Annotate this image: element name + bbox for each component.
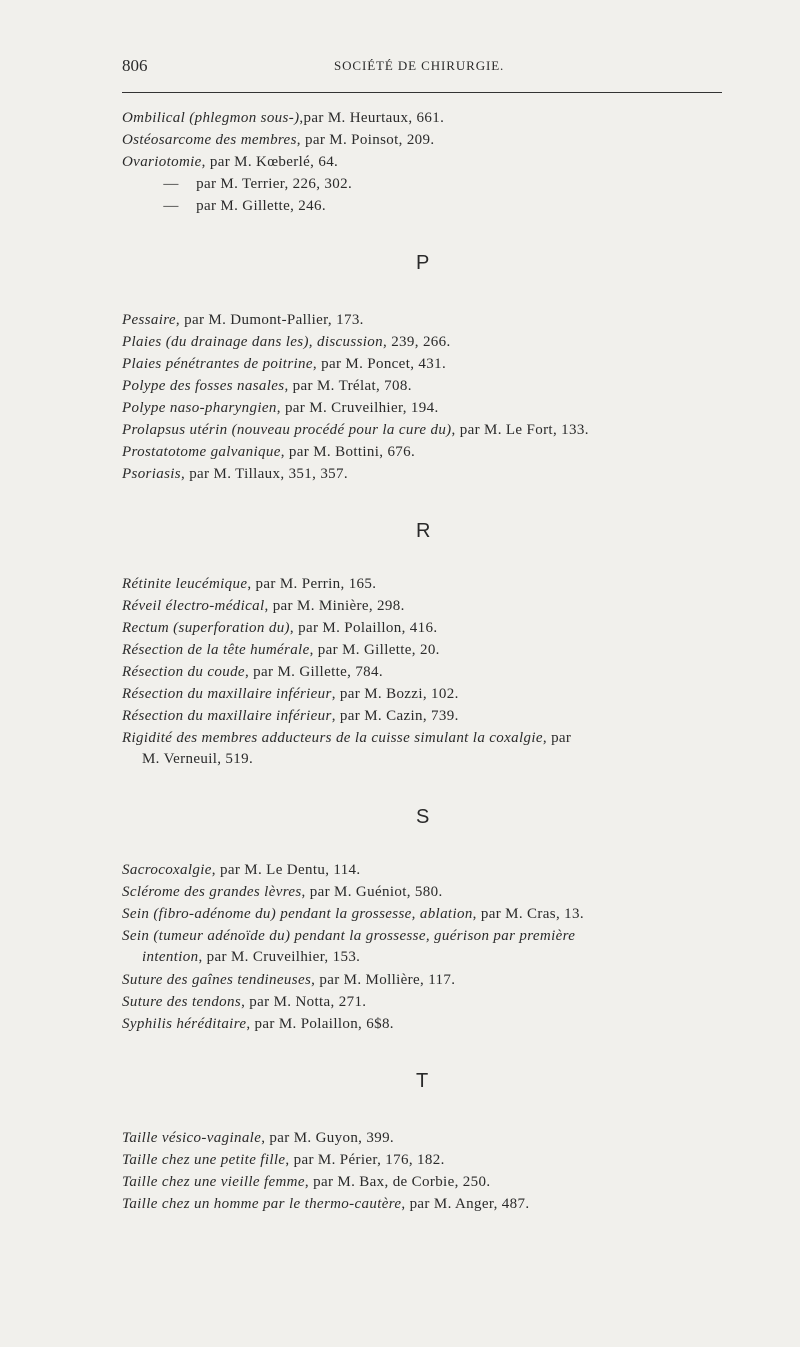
entry-ref: , par M. Cruveilhier, 153. <box>198 949 361 965</box>
index-entry <box>122 882 732 903</box>
entry-term: Prostatotome galvanique <box>122 444 281 460</box>
entry-term: Ostéosarcome des membres <box>122 132 297 148</box>
index-entry <box>122 926 734 968</box>
entry-term: Plaies pénétrantes de poitrine <box>122 356 313 372</box>
entry-ref: , par M. Guyon, 399. <box>261 1130 395 1146</box>
ditto-dash: — <box>163 176 179 192</box>
entry-term: Psoriasis <box>122 466 181 482</box>
entry-ref: , par M. Gillette, 20. <box>309 642 440 658</box>
section-letter-p: P <box>416 252 430 274</box>
index-entry <box>122 860 732 881</box>
entry-term: Pessaire <box>122 312 176 328</box>
index-entry <box>122 196 732 217</box>
entry-term: Prolapsus utérin (nouveau procédé pour la cure du) <box>122 422 452 438</box>
entry-term: Rigidité des membres adducteurs de la cuisse simulant la coxalgie <box>122 730 543 746</box>
entry-term: Taille chez un homme par le thermo-cautère <box>122 1196 402 1212</box>
index-entry <box>122 970 732 991</box>
entry-continuation: M. Verneuil, 519. <box>142 751 254 767</box>
entry-ref: , par M. Bozzi, 102. <box>331 686 459 702</box>
entry-ref: , par M. Polaillon, 416. <box>289 620 438 636</box>
index-entry <box>122 1172 732 1193</box>
entry-term: Sein (tumeur adénoïde du) pendant la grossesse, guérison par première <box>122 928 576 944</box>
index-entry <box>122 376 732 397</box>
entry-ref: , par M. Polaillon, 6$8. <box>246 1016 394 1032</box>
entry-term: Suture des gaînes tendineuses <box>122 972 312 988</box>
entry-ref: , par M. Gillette, 784. <box>244 664 383 680</box>
entry-term: Polype des fosses nasales <box>122 378 285 394</box>
entry-ref: , par M. Notta, 271. <box>241 994 367 1010</box>
entry-term: Polype naso-pharyngien <box>122 400 277 416</box>
index-entry <box>122 398 732 419</box>
entry-ref: , par M. Poinsot, 209. <box>296 132 435 148</box>
index-entry <box>122 1014 732 1035</box>
entry-ref: , par M. Bottini, 676. <box>280 444 416 460</box>
entry-ref: , par M. Cazin, 739. <box>331 708 459 724</box>
entry-term: Suture des tendons <box>122 994 242 1010</box>
index-entry <box>122 662 732 683</box>
entry-term: Ombilical (phlegmon sous-) <box>122 110 300 126</box>
entry-ref: , par M. Minière, 298. <box>264 598 405 614</box>
index-entry <box>122 442 732 463</box>
entry-term: Rectum (superforation du) <box>122 620 290 636</box>
index-entry <box>122 332 732 353</box>
index-entry <box>122 108 732 129</box>
index-entry <box>122 904 732 925</box>
entry-term: Syphilis héréditaire <box>122 1016 247 1032</box>
entry-ref: , par M. Dumont-Pallier, 173. <box>175 312 364 328</box>
entry-ref: , par M. Périer, 176, 182. <box>285 1152 445 1168</box>
index-entry <box>122 596 732 617</box>
entry-ref: par M. Gillette, 246. <box>196 198 326 214</box>
index-entry <box>122 1128 732 1149</box>
index-entry <box>122 464 732 485</box>
entry-ref: , par M. Bax, de Corbie, 250. <box>304 1174 491 1190</box>
index-entry <box>122 1150 732 1171</box>
index-entry <box>122 684 732 705</box>
index-entry <box>122 420 732 441</box>
entry-term: Sein (fibro-adénome du) pendant la grossesse, ablation <box>122 906 473 922</box>
index-entry <box>122 1194 732 1215</box>
ditto-dash: — <box>163 198 179 214</box>
entry-term: Réveil électro-médical <box>122 598 265 614</box>
entry-ref: , par M. Tillaux, 351, 357. <box>181 466 348 482</box>
index-entry <box>122 130 732 151</box>
index-entry <box>122 618 732 639</box>
entry-term: Taille chez une petite fille <box>122 1152 286 1168</box>
entry-ref: par M. Terrier, 226, 302. <box>196 176 353 192</box>
entry-ref: , par M. Trélat, 708. <box>284 378 412 394</box>
entry-ref: , par <box>542 730 572 746</box>
entry-term: intention <box>142 949 199 965</box>
entry-ref: , par M. Guéniot, 580. <box>301 884 443 900</box>
index-entry <box>122 992 732 1013</box>
entry-ref: , 239, 266. <box>383 334 451 350</box>
index-entry <box>122 152 732 173</box>
entry-ref: , par M. Perrin, 165. <box>247 576 377 592</box>
index-entry <box>122 640 732 661</box>
entry-term: Taille chez une vieille femme <box>122 1174 305 1190</box>
entry-term: Ovariotomie <box>122 154 202 170</box>
entry-term: Sacrocoxalgie <box>122 862 212 878</box>
entry-term: Plaies (du drainage dans les), discussion <box>122 334 383 350</box>
header-rule <box>122 92 722 93</box>
page-header <box>122 56 722 82</box>
entry-ref: , par M. Kœberlé, 64. <box>201 154 339 170</box>
entry-ref: , par M. Le Fort, 133. <box>451 422 589 438</box>
entry-continuation <box>122 947 734 968</box>
entry-ref: , par M. Poncet, 431. <box>312 356 447 372</box>
index-entry <box>122 354 732 375</box>
entry-term: Rétinite leucémique <box>122 576 248 592</box>
section-letter-r: R <box>416 520 431 542</box>
entry-ref: , par M. Cruveilhier, 194. <box>276 400 439 416</box>
index-entry <box>122 310 732 331</box>
index-entry <box>122 174 732 195</box>
section-letter-s: S <box>416 806 430 828</box>
entry-ref: , par M. Cras, 13. <box>472 906 584 922</box>
index-entry <box>122 728 734 770</box>
entry-term: Résection du maxillaire inférieur <box>122 686 332 702</box>
entry-ref: , par M. Mollière, 117. <box>311 972 456 988</box>
entry-ref: , par M. Le Dentu, 114. <box>211 862 361 878</box>
entry-term: Résection de la tête humérale <box>122 642 310 658</box>
entry-term: Résection du coude <box>122 664 245 680</box>
entry-term: Sclérome des grandes lèvres <box>122 884 302 900</box>
index-entry <box>122 706 732 727</box>
page-number: 806 <box>122 56 148 75</box>
running-title: SOCIÉTÉ DE CHIRURGIE. <box>334 58 505 73</box>
index-entry <box>122 574 732 595</box>
entry-ref: , par M. Anger, 487. <box>401 1196 530 1212</box>
section-letter-t: T <box>416 1070 429 1092</box>
entry-ref: ,par M. Heurtaux, 661. <box>299 110 445 126</box>
entry-term: Taille vésico-vaginale <box>122 1130 262 1146</box>
entry-term: Résection du maxillaire inférieur <box>122 708 332 724</box>
